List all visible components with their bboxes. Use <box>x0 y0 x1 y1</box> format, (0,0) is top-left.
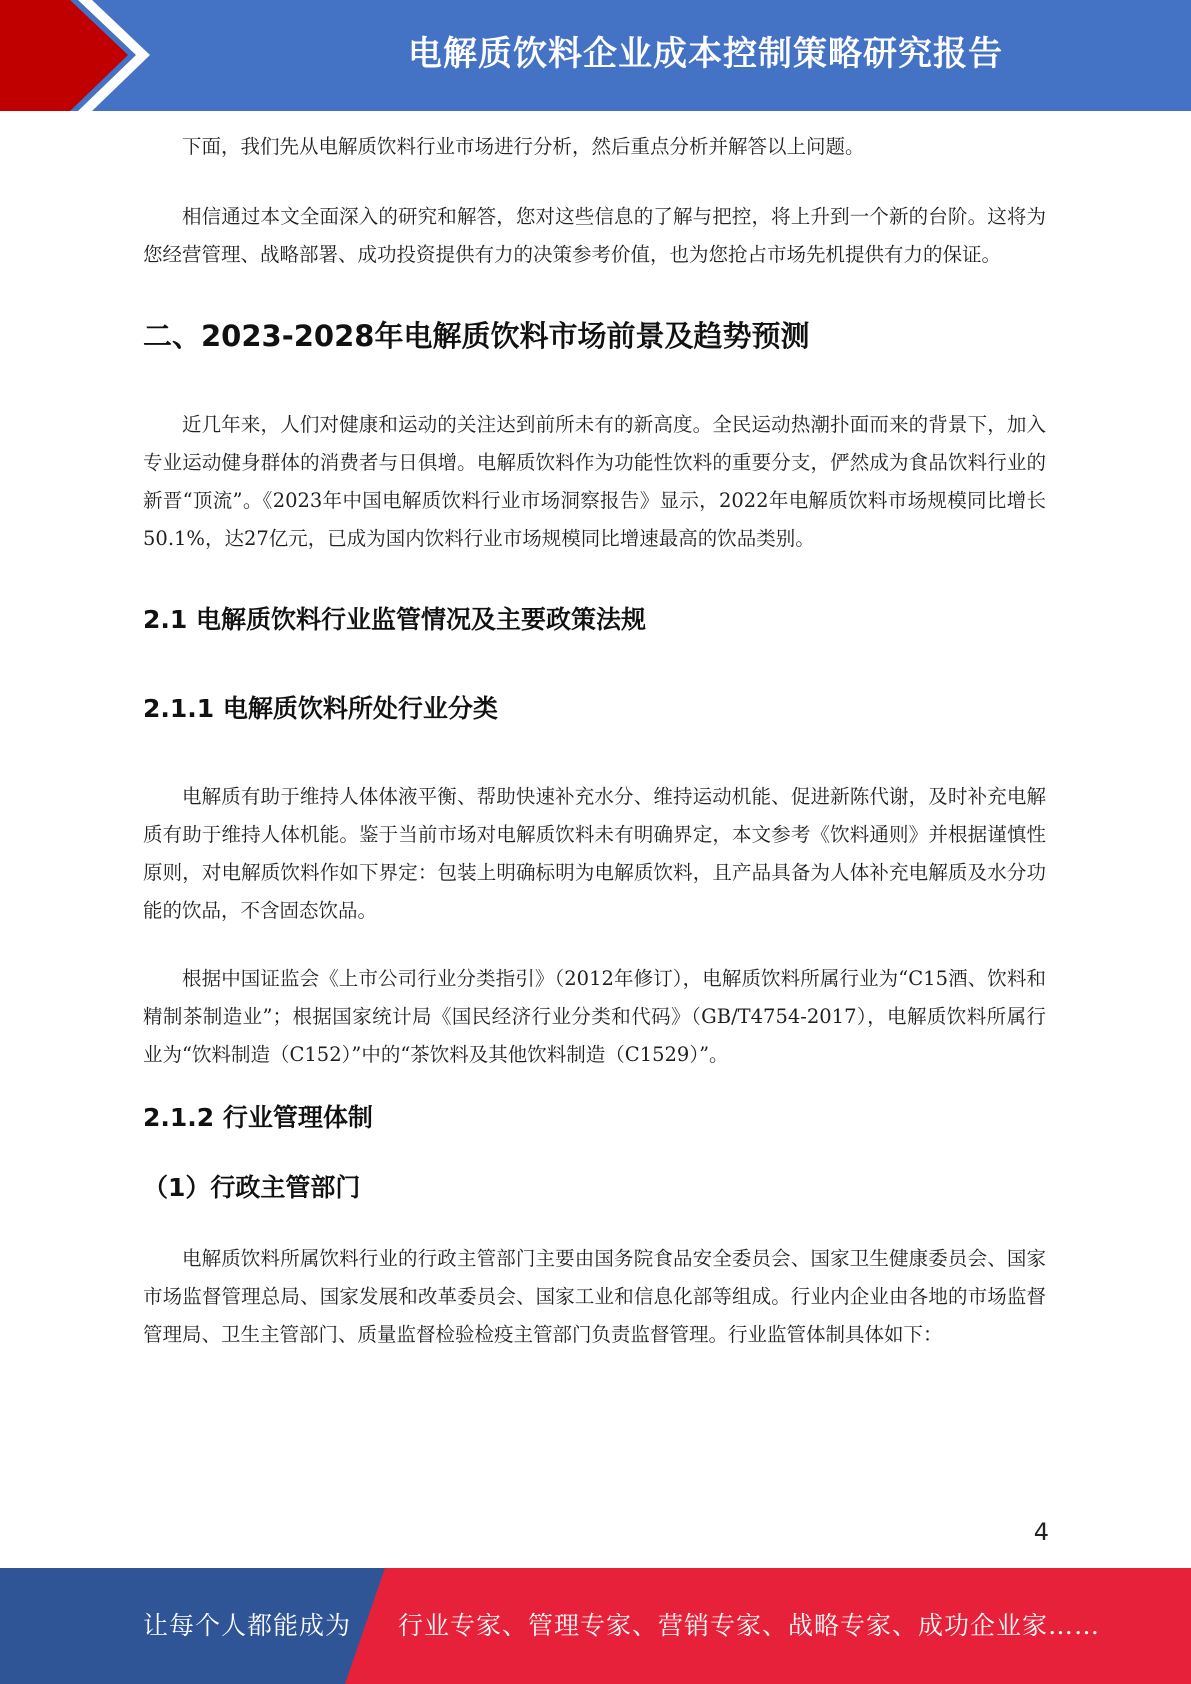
report-title: 电解质饮料企业成本控制策略研究报告 <box>408 34 1003 74</box>
subsection-1-heading: （1）行政主管部门 <box>143 1173 361 1202</box>
footer-slogan-left: 让每个人都能成为 <box>143 1611 352 1640</box>
page-number: 4 <box>1033 1518 1049 1546</box>
section-2-1-2-heading: 2.1.2 行业管理体制 <box>143 1103 373 1132</box>
section-2-paragraph: 近几年来，人们对健康和运动的关注达到前所未有的新高度。全民运动热潮扑面而来的背景下，加入专业运动健身群体的消费者与日俱增。电解质饮料作为功能性饮料的重要分支，俨然成为食品饮料行业的新晋“顶流”。《2023年中国电解质饮料行业市场洞察报告》显示，2022年电解质饮料市场规模同比增长50.1%，达27亿元，已成为国内饮料行业市场规模同比增速最高的饮品类别。 <box>143 413 1046 550</box>
intro-paragraph-2: 相信通过本文全面深入的研究和解答，您对这些信息的了解与把控，将上升到一个新的台阶。这将为您经营管理、战略部署、成功投资提供有力的决策参考价值，也为您抢占市场先机提供有力的保证。 <box>143 205 1046 266</box>
section-2-1-heading: 2.1 电解质饮料行业监管情况及主要政策法规 <box>143 605 646 634</box>
subsection-1-paragraph: 电解质饮料所属饮料行业的行政主管部门主要由国务院食品安全委员会、国家卫生健康委员会、国家市场监督管理总局、国家发展和改革委员会、国家工业和信息化部等组成。行业内企业由各地的市场监督管理局、卫生主管部门、质量监督检验检疫主管部门负责监督管理。行业监管体制具体如下： <box>143 1247 1046 1346</box>
footer-slogan-right: 行业专家、管理专家、营销专家、战略专家、成功企业家…… <box>398 1611 1101 1640</box>
section-2-heading: 二、2023-2028年电解质饮料市场前景及趋势预测 <box>143 319 810 353</box>
section-2-1-1-paragraph-1: 电解质有助于维持人体体液平衡、帮助快速补充水分、维持运动机能、促进新陈代谢，及时补充电解质有助于维持人体机能。鉴于当前市场对电解质饮料未有明确界定，本文参考《饮料通则》并根据谨慎性原则，对电解质饮料作如下界定：包装上明确标明为电解质饮料，且产品具备为人体补充电解质及水分功能的饮品，不含固态饮品。 <box>143 785 1046 922</box>
page-header-banner <box>0 0 1191 111</box>
header-arrow-decoration <box>0 0 160 111</box>
section-2-1-1-heading: 2.1.1 电解质饮料所处行业分类 <box>143 694 498 723</box>
document-body <box>143 128 1046 1354</box>
page-footer-banner <box>0 1568 1191 1684</box>
intro-paragraph-1: 下面，我们先从电解质饮料行业市场进行分析，然后重点分析并解答以上问题。 <box>182 135 865 158</box>
section-2-1-1-paragraph-2: 根据中国证监会《上市公司行业分类指引》（2012年修订），电解质饮料所属行业为“C15酒、饮料和精制茶制造业”；根据国家统计局《国民经济行业分类和代码》（GB/T4754-2017），电解质饮料所属行业为“饮料制造（C152）”中的“茶饮料及其他饮料制造（C1529）”。 <box>143 967 1046 1066</box>
